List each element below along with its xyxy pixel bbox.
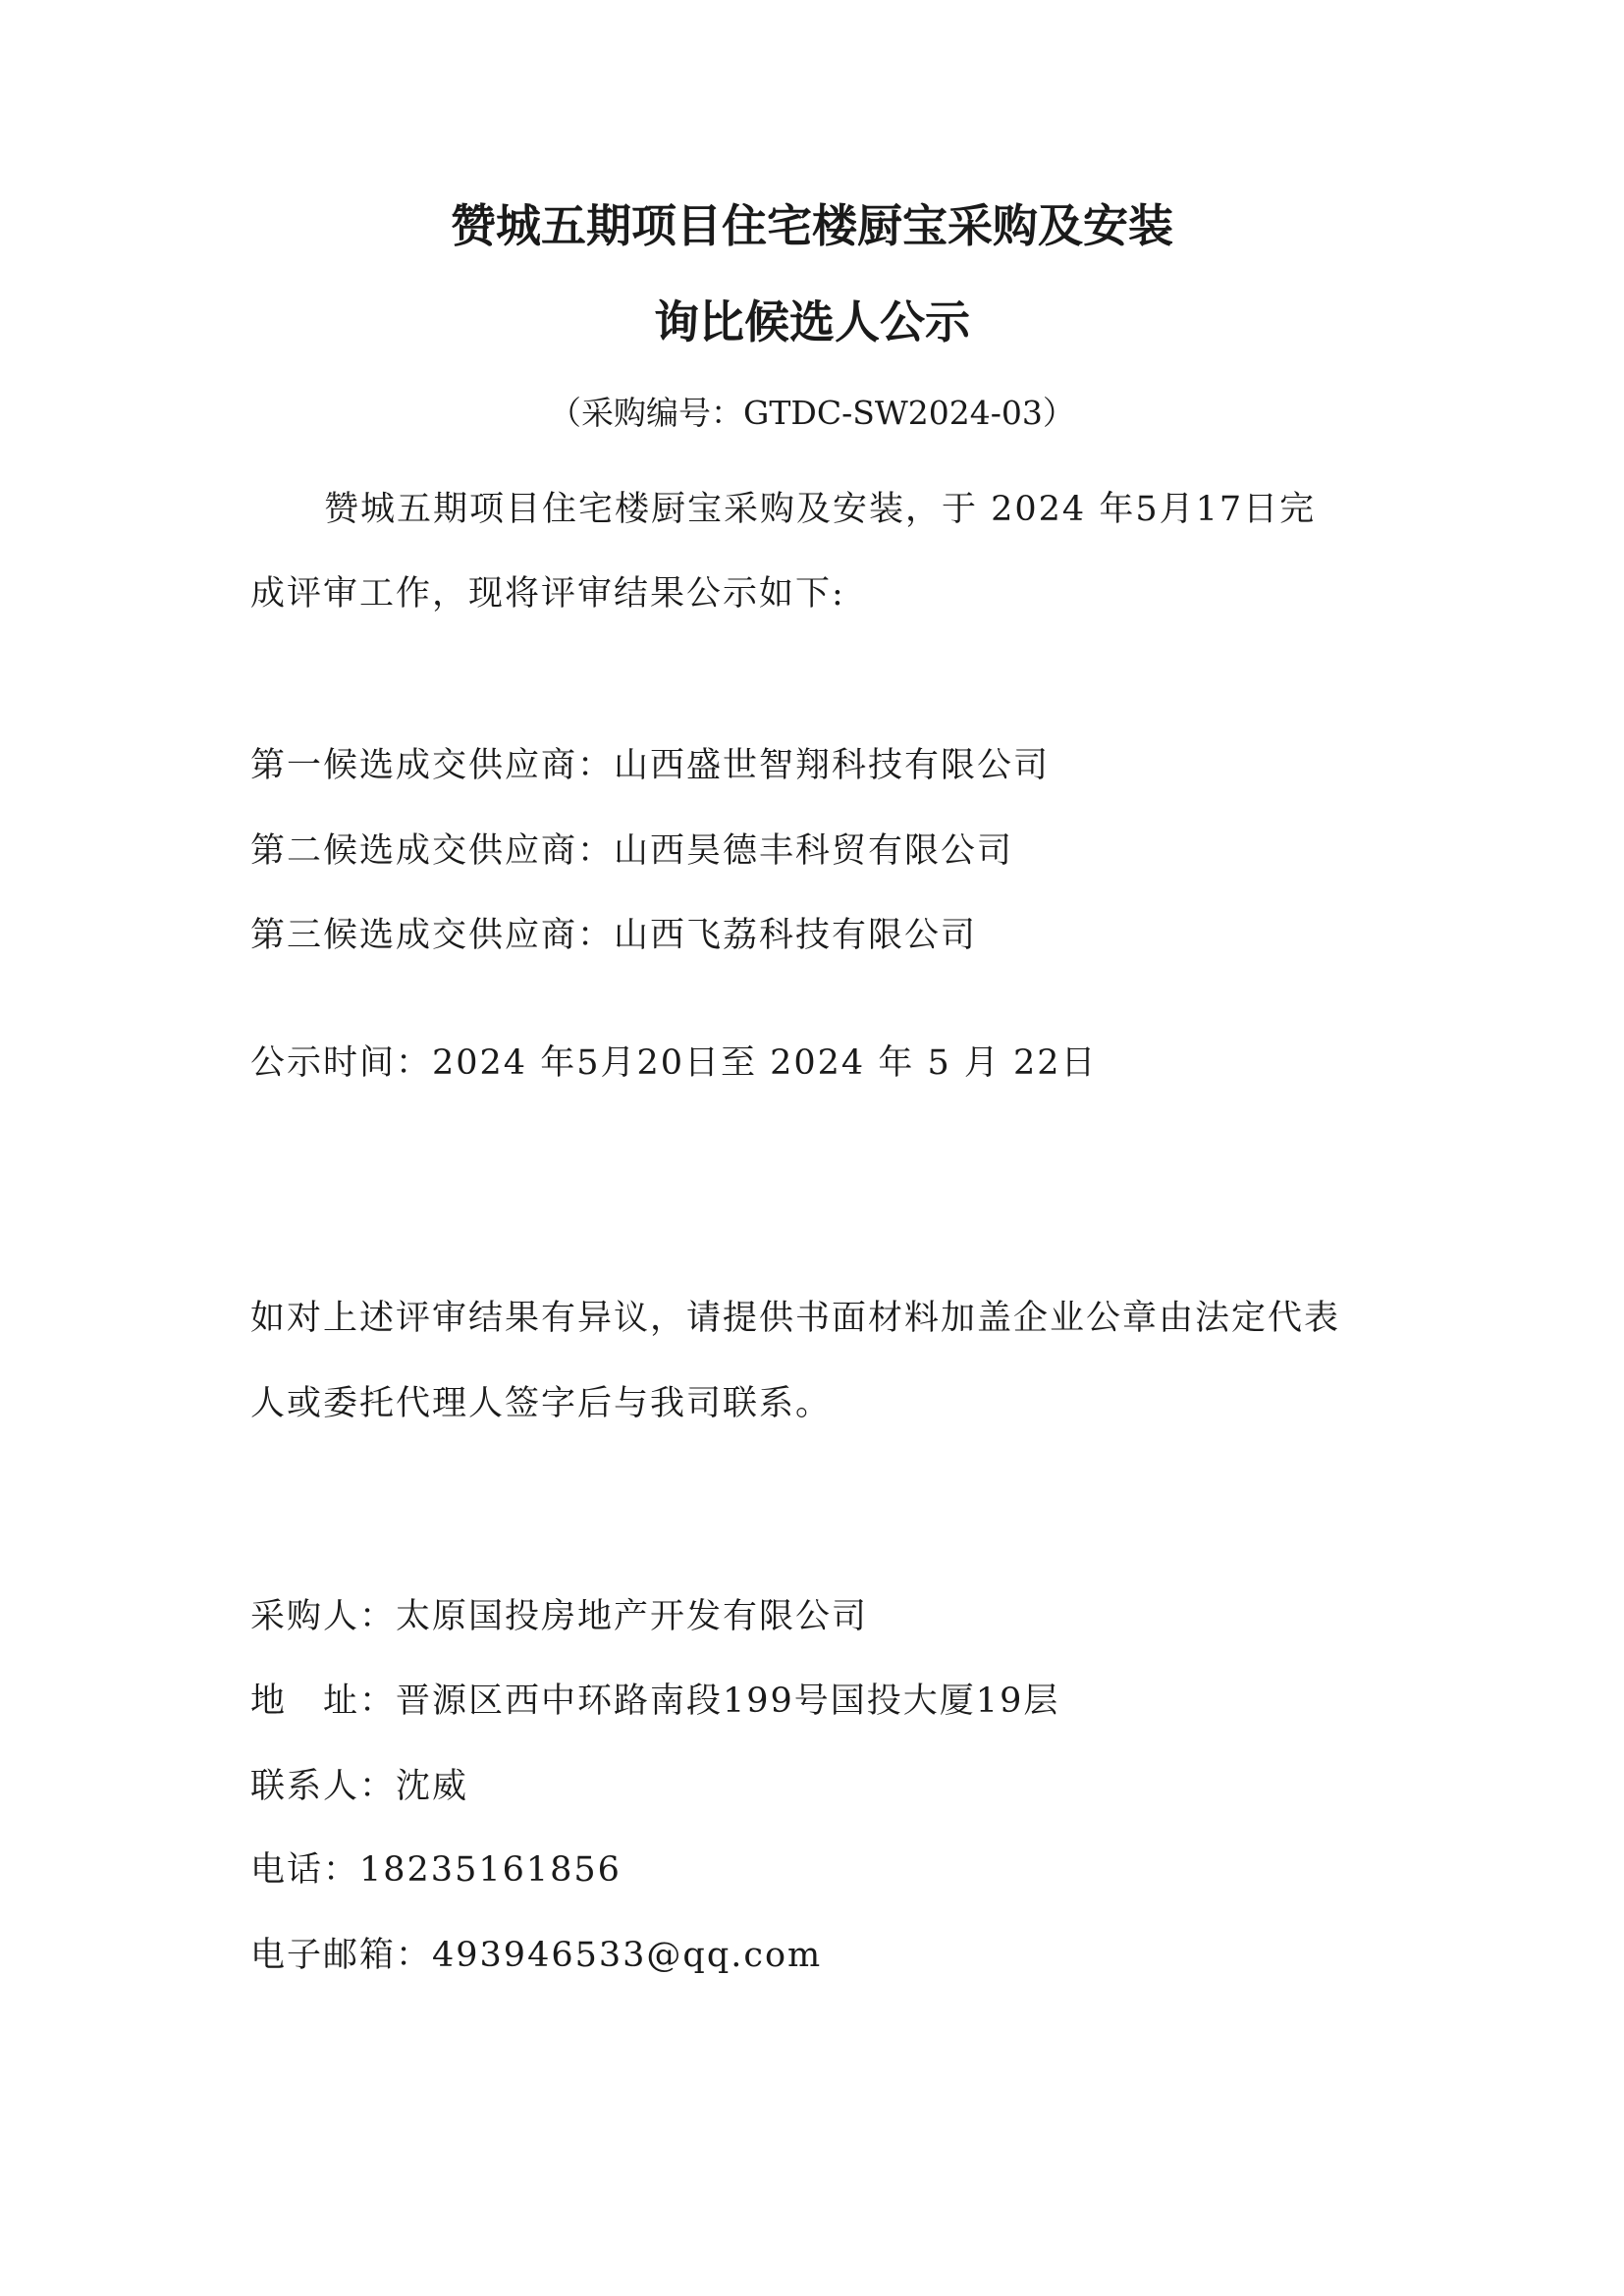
procurement-number: （采购编号：GTDC-SW2024-03） — [549, 394, 1075, 432]
intro-paragraph-line-2: 成评审工作，现将评审结果公示如下: — [250, 574, 845, 614]
intro-paragraph-line-1: 赞城五期项目住宅楼厨宝采购及安装，于 2024 年5月17日完 — [324, 490, 1317, 529]
objection-notice-line-1: 如对上述评审结果有异议，请提供书面材料加盖企业公章由法定代表 — [250, 1299, 1341, 1338]
first-candidate: 第一候选成交供应商：山西盛世智翔科技有限公司 — [250, 746, 1051, 785]
contact-email[interactable]: 电子邮箱：493946533@qq.com — [250, 1936, 823, 1975]
third-candidate: 第三候选成交供应商：山西飞荔科技有限公司 — [250, 916, 978, 955]
objection-notice-line-2: 人或委托代理人签字后与我司联系。 — [250, 1384, 833, 1423]
document-title-line-1: 赞城五期项目住宅楼厨宝采购及安装 — [451, 199, 1173, 252]
second-candidate: 第二候选成交供应商：山西昊德丰科贸有限公司 — [250, 831, 1014, 871]
publicity-period: 公示时间：2024 年5月20日至 2024 年 5 月 22日 — [250, 1043, 1098, 1083]
document-title-line-2: 询比候选人公示 — [654, 295, 970, 348]
contact-phone: 电话：18235161856 — [250, 1850, 622, 1890]
purchaser-address: 地 址：晋源区西中环路南段199号国投大厦19层 — [250, 1682, 1060, 1721]
purchaser-name: 采购人：太原国投房地产开发有限公司 — [250, 1597, 869, 1636]
contact-person: 联系人：沈威 — [250, 1767, 469, 1806]
